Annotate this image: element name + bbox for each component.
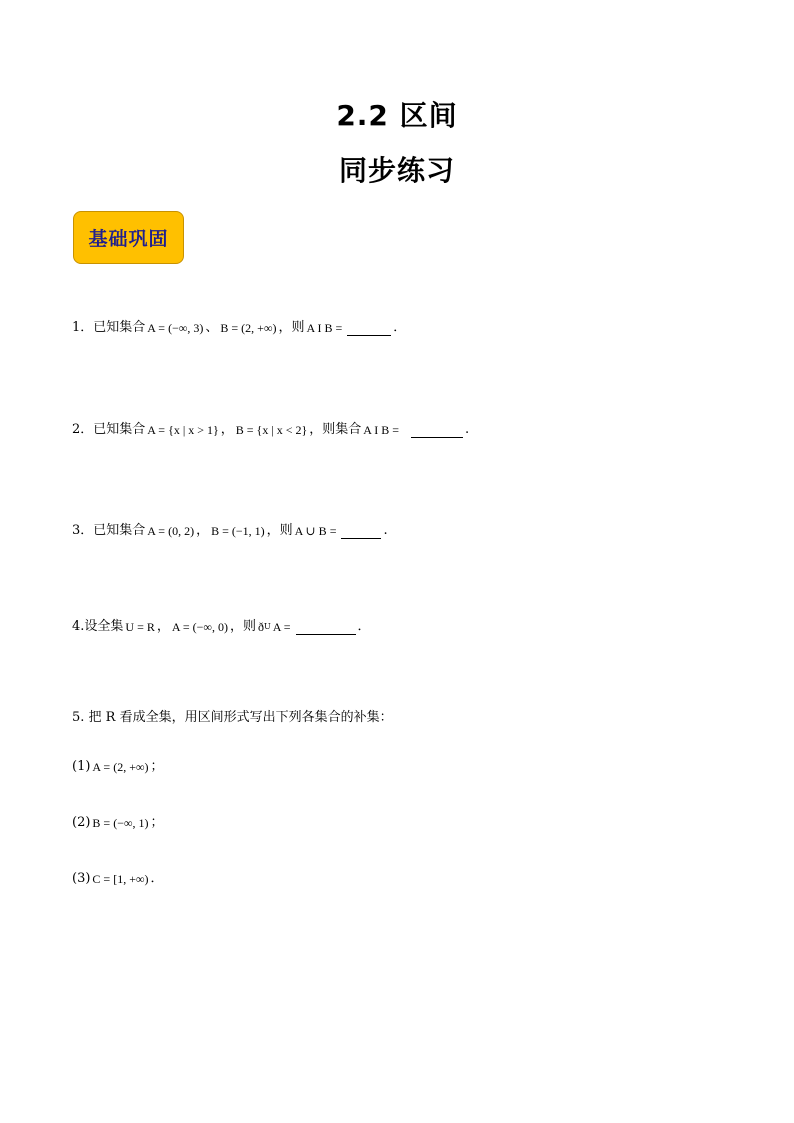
- answer-blank[interactable]: [347, 321, 391, 336]
- set-b-expression: B = (2, +∞): [220, 321, 277, 335]
- question-number: 1．: [72, 320, 94, 335]
- answer-expression: A I B =: [363, 423, 400, 437]
- question-2: [72, 420, 469, 440]
- question-5-part-2: [72, 813, 164, 833]
- part-end: ；: [150, 815, 164, 830]
- question-text: 5. 把 R 看成全集，用区间形式写出下列各集合的补集：: [72, 710, 393, 725]
- answer-expression: A I B =: [306, 321, 343, 335]
- answer-blank[interactable]: [411, 423, 463, 438]
- section-badge: [73, 211, 184, 264]
- set-a-expression: A = {x | x > 1}: [147, 423, 219, 437]
- question-ask: ，则集合: [309, 422, 362, 437]
- separator: ，: [196, 523, 210, 538]
- set-b-expression: B = {x | x < 2}: [235, 423, 308, 437]
- universal-set-expression: U = R: [125, 620, 155, 634]
- part-expression: A = (2, +∞): [92, 760, 149, 774]
- page-subtitle: 同步练习: [338, 154, 455, 187]
- part-label: (1): [72, 759, 91, 774]
- question-ask: ，则: [229, 619, 256, 634]
- part-expression: B = (−∞, 1): [92, 816, 149, 830]
- question-5-part-3: [72, 869, 164, 889]
- question-5-part-1: [72, 757, 164, 777]
- answer-blank[interactable]: [296, 620, 356, 635]
- set-a-expression: A = (−∞, 0): [171, 620, 228, 634]
- answer-expression: A =: [272, 620, 291, 634]
- separator: 、: [205, 320, 219, 335]
- question-end: .: [383, 523, 388, 538]
- question-end: .: [465, 422, 470, 437]
- set-a-expression: A = (0, 2): [147, 524, 195, 538]
- part-label: (3): [72, 871, 91, 886]
- part-label: (2): [72, 815, 91, 830]
- part-end: ．: [150, 871, 164, 886]
- question-5: [72, 708, 393, 728]
- question-lead: 已知集合: [93, 320, 146, 335]
- complement-symbol: ð: [257, 620, 264, 634]
- section-badge-label: 基础巩固: [88, 228, 169, 250]
- question-number: 2．: [72, 422, 94, 437]
- set-b-expression: B = (−1, 1): [211, 524, 265, 538]
- question-lead: 已知集合: [93, 422, 146, 437]
- question-end: ．: [357, 619, 371, 634]
- answer-blank[interactable]: [341, 524, 381, 539]
- separator: ，: [220, 422, 234, 437]
- answer-expression: A ∪ B =: [294, 524, 337, 538]
- set-a-expression: A = (−∞, 3): [147, 321, 204, 335]
- question-ask: ，则: [266, 523, 293, 538]
- question-lead: 已知集合: [93, 523, 146, 538]
- part-end: ；: [150, 759, 164, 774]
- question-3: [72, 521, 388, 541]
- question-lead: 设全集: [84, 619, 124, 634]
- part-expression: C = [1, +∞): [92, 872, 149, 886]
- question-1: [72, 318, 406, 338]
- page-title: 2.2 区间: [336, 99, 458, 132]
- question-number: 3．: [72, 523, 94, 538]
- question-ask: ，则: [278, 320, 305, 335]
- question-4: [72, 617, 371, 637]
- question-number: 4.: [72, 619, 85, 634]
- separator: ，: [156, 619, 170, 634]
- question-end: ．: [393, 320, 407, 335]
- complement-subscript: U: [263, 622, 271, 631]
